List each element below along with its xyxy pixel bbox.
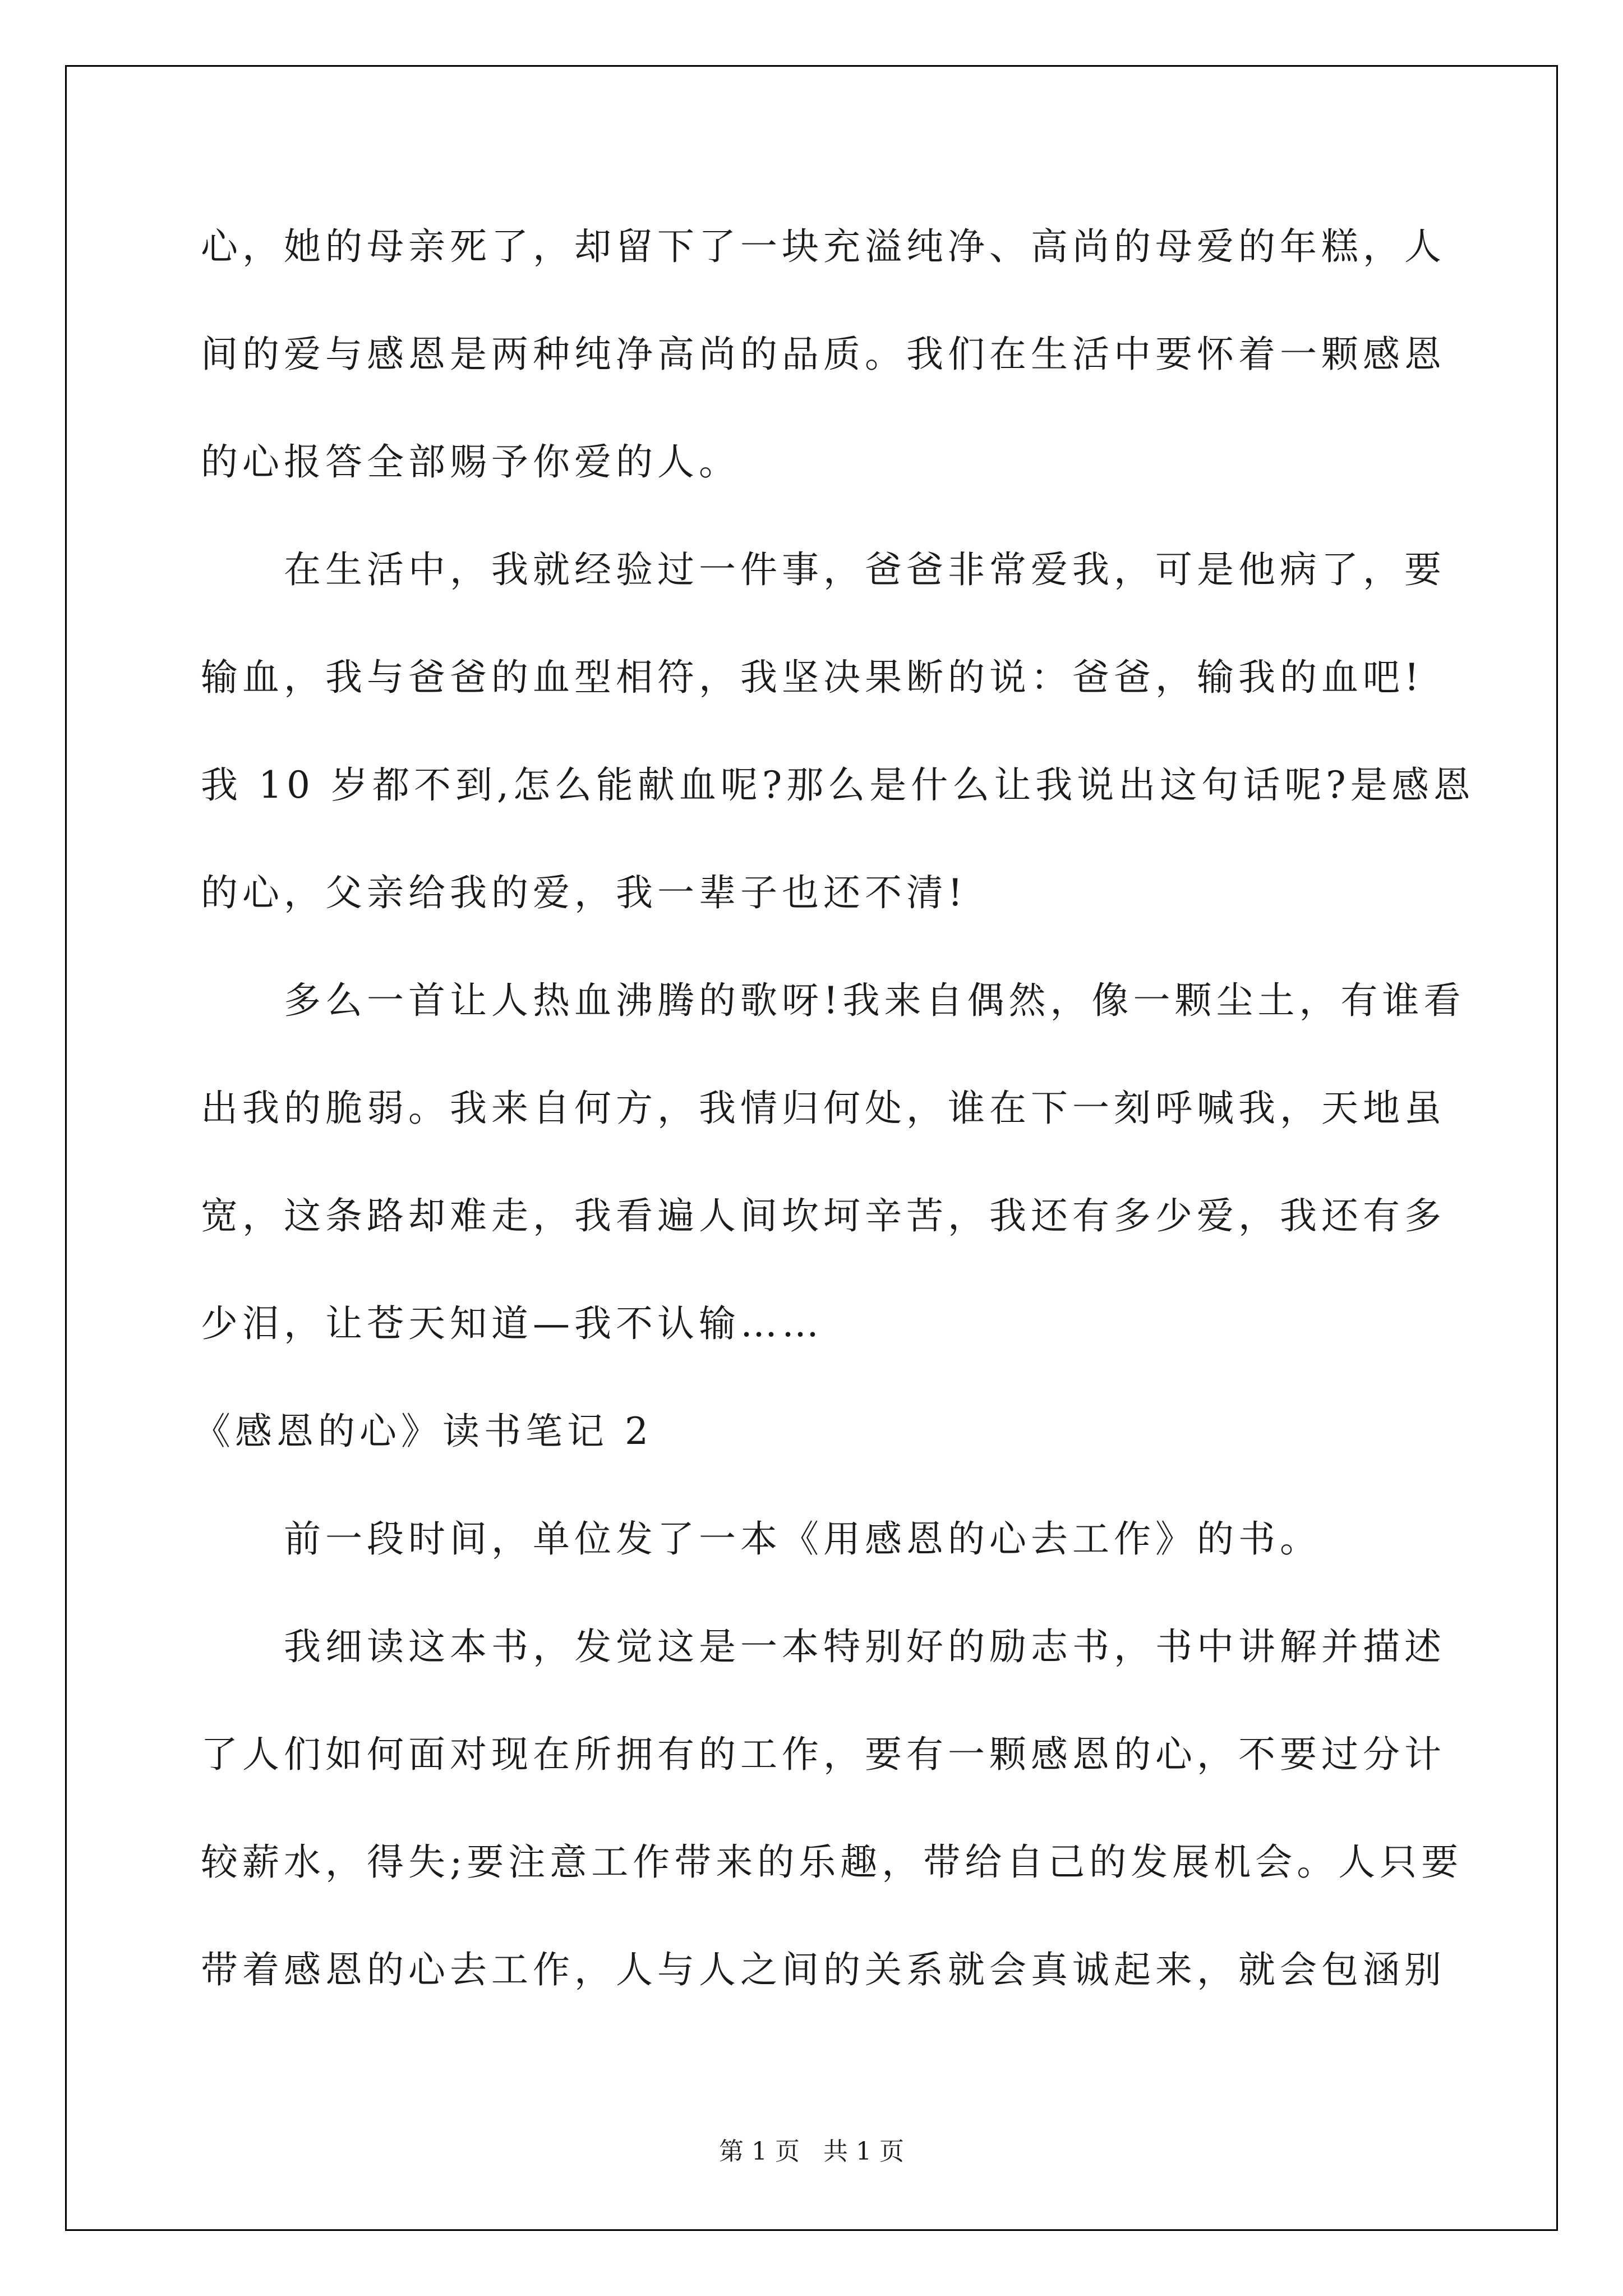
paragraph-first-line: 在生活中，我就经验过一件事，爸爸非常爱我，可是他病了，要 bbox=[284, 548, 1446, 591]
text-line: 较薪水，得失;要注意工作带来的乐趣，带给自己的发展机会。人只要 bbox=[201, 1841, 1463, 1884]
text-line: 的心报答全部赐予你爱的人。 bbox=[201, 440, 740, 484]
section-heading: 《感恩的心》读书笔记 2 bbox=[193, 1410, 653, 1453]
text-line: 心，她的母亲死了，却留下了一块充溢纯净、高尚的母爱的年糕，人 bbox=[201, 225, 1446, 268]
page-border bbox=[65, 65, 1558, 2231]
text-line: 少泪，让苍天知道—我不认输…… bbox=[201, 1302, 823, 1345]
text-line: 带着感恩的心去工作，人与人之间的关系就会真诚起来，就会包涵别 bbox=[201, 1948, 1446, 1991]
text-line: 宽，这条路却难走，我看遍人间坎坷辛苦，我还有多少爱，我还有多 bbox=[201, 1194, 1446, 1237]
paragraph-first-line: 我细读这本书，发觉这是一本特别好的励志书，书中讲解并描述 bbox=[284, 1625, 1446, 1668]
paragraph-first-line: 多么一首让人热血沸腾的歌呀!我来自偶然，像一颗尘土，有谁看 bbox=[284, 979, 1465, 1022]
text-line: 了人们如何面对现在所拥有的工作，要有一颗感恩的心，不要过分计 bbox=[201, 1733, 1446, 1776]
page-footer: 第 1 页 共 1 页 bbox=[719, 2137, 904, 2166]
text-line: 我 10 岁都不到,怎么能献血呢?那么是什么让我说出这句话呢?是感恩 bbox=[201, 763, 1475, 807]
text-line: 出我的脆弱。我来自何方，我情归何处，谁在下一刻呼喊我，天地虽 bbox=[201, 1087, 1446, 1130]
paragraph-first-line: 前一段时间，单位发了一本《用感恩的心去工作》的书。 bbox=[284, 1517, 1321, 1561]
text-line: 间的爱与感恩是两种纯净高尚的品质。我们在生活中要怀着一颗感恩 bbox=[201, 333, 1446, 376]
text-line: 的心，父亲给我的爱，我一辈子也还不清! bbox=[201, 871, 967, 914]
text-line: 输血，我与爸爸的血型相符，我坚决果断的说：爸爸，输我的血吧! bbox=[201, 656, 1424, 699]
